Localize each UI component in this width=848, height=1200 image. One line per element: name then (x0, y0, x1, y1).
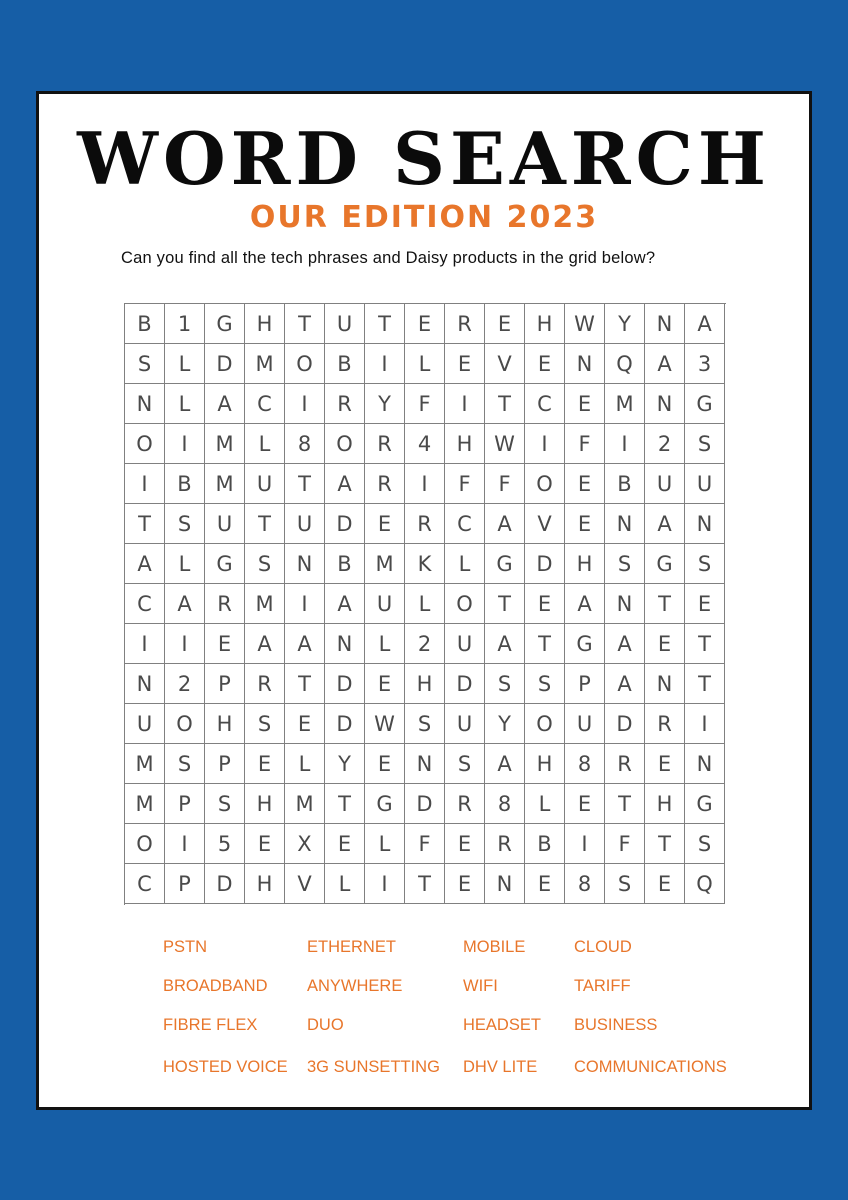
word-list-item: MOBILE (463, 938, 526, 956)
grid-cell[interactable]: E (205, 624, 245, 664)
grid-cell[interactable]: D (605, 704, 645, 744)
grid-cell[interactable]: N (685, 744, 725, 784)
grid-cell[interactable]: G (205, 304, 245, 344)
grid-cell[interactable]: S (165, 744, 205, 784)
grid-cell[interactable]: F (405, 384, 445, 424)
grid-cell[interactable]: E (245, 824, 285, 864)
word-list-item: ANYWHERE (307, 977, 403, 995)
grid-cell[interactable]: N (605, 584, 645, 624)
grid-cell[interactable]: O (325, 424, 365, 464)
grid-cell[interactable]: F (565, 424, 605, 464)
word-list-item: BUSINESS (574, 1016, 658, 1034)
grid-cell[interactable]: 2 (645, 424, 685, 464)
grid-cell[interactable]: N (645, 384, 685, 424)
grid-cell[interactable]: U (685, 464, 725, 504)
grid-cell[interactable]: L (325, 864, 365, 904)
grid-cell[interactable]: I (605, 424, 645, 464)
grid-cell[interactable]: N (405, 744, 445, 784)
grid-cell[interactable]: H (245, 864, 285, 904)
grid-cell[interactable]: B (525, 824, 565, 864)
grid-cell[interactable]: S (685, 424, 725, 464)
grid-cell[interactable]: M (245, 584, 285, 624)
grid-cell[interactable]: 3 (685, 344, 725, 384)
grid-cell[interactable]: 8 (285, 424, 325, 464)
grid-cell[interactable]: A (605, 664, 645, 704)
grid-cell[interactable]: F (485, 464, 525, 504)
grid-cell[interactable]: C (125, 864, 165, 904)
grid-cell[interactable]: E (525, 864, 565, 904)
grid-cell[interactable]: Y (605, 304, 645, 344)
grid-cell[interactable]: K (405, 544, 445, 584)
grid-cell[interactable]: T (325, 784, 365, 824)
grid-cell[interactable]: C (245, 384, 285, 424)
grid-cell[interactable]: E (525, 584, 565, 624)
grid-cell[interactable]: T (685, 624, 725, 664)
grid-cell[interactable]: H (445, 424, 485, 464)
grid-cell[interactable]: T (485, 584, 525, 624)
grid-cell[interactable]: R (405, 504, 445, 544)
grid-cell[interactable]: 4 (405, 424, 445, 464)
grid-cell[interactable]: Q (685, 864, 725, 904)
grid-cell[interactable]: S (525, 664, 565, 704)
grid-cell[interactable]: U (325, 304, 365, 344)
grid-cell[interactable]: U (125, 704, 165, 744)
grid-cell[interactable]: D (525, 544, 565, 584)
grid-cell[interactable]: L (165, 344, 205, 384)
grid-cell[interactable]: 8 (565, 744, 605, 784)
grid-cell[interactable]: D (205, 864, 245, 904)
grid-cell[interactable]: R (245, 664, 285, 704)
grid-cell[interactable]: H (245, 784, 285, 824)
grid-cell[interactable]: S (205, 784, 245, 824)
grid-cell[interactable]: N (605, 504, 645, 544)
grid-cell[interactable]: H (205, 704, 245, 744)
grid-cell[interactable]: E (565, 384, 605, 424)
grid-cell[interactable]: I (125, 464, 165, 504)
grid-cell[interactable]: A (485, 744, 525, 784)
grid-cell[interactable]: E (325, 824, 365, 864)
grid-cell[interactable]: L (245, 424, 285, 464)
word-list-item: 3G SUNSETTING (307, 1058, 440, 1076)
grid-cell[interactable]: S (485, 664, 525, 704)
grid-cell[interactable]: G (205, 544, 245, 584)
grid-cell[interactable]: E (365, 504, 405, 544)
grid-cell[interactable]: R (605, 744, 645, 784)
grid-cell[interactable]: S (685, 824, 725, 864)
word-list-item: DUO (307, 1016, 344, 1034)
grid-cell[interactable]: V (485, 344, 525, 384)
word-list-item: DHV LITE (463, 1058, 538, 1076)
grid-cell[interactable]: M (605, 384, 645, 424)
grid-cell[interactable]: I (405, 464, 445, 504)
grid-cell[interactable]: G (685, 784, 725, 824)
grid-cell[interactable]: D (325, 664, 365, 704)
grid-cell[interactable]: V (285, 864, 325, 904)
grid-cell[interactable]: U (285, 504, 325, 544)
grid-cell[interactable]: B (125, 304, 165, 344)
grid-cell[interactable]: W (365, 704, 405, 744)
grid-cell[interactable]: R (445, 784, 485, 824)
grid-cell[interactable]: U (205, 504, 245, 544)
grid-cell[interactable]: U (365, 584, 405, 624)
grid-cell[interactable]: H (525, 304, 565, 344)
grid-cell[interactable]: S (125, 344, 165, 384)
word-list-item: BROADBAND (163, 977, 268, 995)
grid-cell[interactable]: Q (605, 344, 645, 384)
grid-cell[interactable]: A (285, 624, 325, 664)
grid-cell[interactable]: O (125, 824, 165, 864)
grid-cell[interactable]: G (565, 624, 605, 664)
grid-cell[interactable]: P (205, 664, 245, 704)
grid-cell[interactable]: T (125, 504, 165, 544)
word-list-item: TARIFF (574, 977, 631, 995)
grid-cell[interactable]: A (245, 624, 285, 664)
word-list-item: COMMUNICATIONS (574, 1058, 727, 1076)
grid-cell[interactable]: Y (365, 384, 405, 424)
grid-cell[interactable]: A (485, 624, 525, 664)
grid-cell[interactable]: U (565, 704, 605, 744)
grid-cell[interactable]: A (325, 584, 365, 624)
grid-cell[interactable]: C (125, 584, 165, 624)
grid-cell[interactable]: S (405, 704, 445, 744)
grid-cell[interactable]: E (565, 504, 605, 544)
grid-cell[interactable]: I (125, 624, 165, 664)
grid-cell[interactable]: M (125, 784, 165, 824)
grid-cell[interactable]: D (445, 664, 485, 704)
grid-cell[interactable]: S (165, 504, 205, 544)
grid-cell[interactable]: L (525, 784, 565, 824)
grid-cell[interactable]: V (525, 504, 565, 544)
grid-cell[interactable]: I (165, 824, 205, 864)
grid-cell[interactable]: N (325, 624, 365, 664)
grid-cell[interactable]: E (365, 744, 405, 784)
grid-cell[interactable]: L (405, 344, 445, 384)
grid-cell[interactable]: O (125, 424, 165, 464)
grid-cell[interactable]: U (445, 624, 485, 664)
word-list-item: HEADSET (463, 1016, 541, 1034)
grid-cell[interactable]: E (445, 344, 485, 384)
grid-cell[interactable]: H (245, 304, 285, 344)
grid-cell[interactable]: G (365, 784, 405, 824)
grid-cell[interactable]: Y (325, 744, 365, 784)
grid-cell[interactable]: F (445, 464, 485, 504)
grid-cell[interactable]: W (485, 424, 525, 464)
grid-cell[interactable]: E (245, 744, 285, 784)
grid-cell[interactable]: A (645, 504, 685, 544)
word-list-item: PSTN (163, 938, 208, 956)
grid-cell[interactable]: L (445, 544, 485, 584)
word-search-card (36, 91, 812, 1110)
grid-cell[interactable]: G (685, 384, 725, 424)
grid-cell[interactable]: P (565, 664, 605, 704)
grid-cell[interactable]: W (565, 304, 605, 344)
grid-cell[interactable]: T (645, 824, 685, 864)
grid-cell[interactable]: H (525, 744, 565, 784)
grid-cell[interactable]: A (485, 504, 525, 544)
grid-cell[interactable]: E (445, 824, 485, 864)
grid-cell[interactable]: I (365, 864, 405, 904)
grid-cell[interactable]: O (165, 704, 205, 744)
grid-cell[interactable]: L (165, 384, 205, 424)
grid-cell[interactable]: E (645, 864, 685, 904)
grid-cell[interactable]: N (645, 304, 685, 344)
grid-cell[interactable]: S (445, 744, 485, 784)
grid-cell[interactable]: E (285, 704, 325, 744)
grid-cell[interactable]: A (565, 584, 605, 624)
word-list-item: FIBRE FLEX (163, 1016, 258, 1034)
grid-cell[interactable]: L (365, 624, 405, 664)
grid-cell[interactable]: M (205, 464, 245, 504)
grid-cell[interactable]: L (365, 824, 405, 864)
grid-cell[interactable]: L (285, 744, 325, 784)
grid-cell[interactable]: S (245, 544, 285, 584)
grid-cell[interactable]: R (485, 824, 525, 864)
grid-cell[interactable]: N (125, 664, 165, 704)
grid-cell[interactable]: H (565, 544, 605, 584)
grid-cell[interactable]: O (285, 344, 325, 384)
grid-cell[interactable]: B (325, 344, 365, 384)
grid-cell[interactable]: A (205, 384, 245, 424)
grid-cell[interactable]: T (685, 664, 725, 704)
grid-cell[interactable]: U (645, 464, 685, 504)
grid-cell[interactable]: N (565, 344, 605, 384)
grid-cell[interactable]: E (565, 464, 605, 504)
grid-cell[interactable]: 1 (165, 304, 205, 344)
grid-cell[interactable]: M (365, 544, 405, 584)
grid-cell[interactable]: S (685, 544, 725, 584)
grid-cell[interactable]: E (485, 304, 525, 344)
grid-cell[interactable]: D (325, 704, 365, 744)
grid-cell[interactable]: F (605, 824, 645, 864)
grid-cell[interactable]: R (365, 464, 405, 504)
grid-cell[interactable]: F (405, 824, 445, 864)
grid-cell[interactable]: C (445, 504, 485, 544)
grid-cell[interactable]: D (405, 784, 445, 824)
grid-cell[interactable]: S (245, 704, 285, 744)
grid-cell[interactable]: A (645, 344, 685, 384)
grid-cell[interactable]: I (365, 344, 405, 384)
page-subtitle: OUR EDITION 2023 (249, 200, 599, 235)
grid-cell[interactable]: O (525, 704, 565, 744)
grid-cell[interactable]: U (445, 704, 485, 744)
grid-cell[interactable]: B (325, 544, 365, 584)
grid-cell[interactable]: 2 (405, 624, 445, 664)
grid-cell[interactable]: L (405, 584, 445, 624)
grid-cell[interactable]: D (325, 504, 365, 544)
grid-cell[interactable]: S (605, 864, 645, 904)
grid-cell[interactable]: E (365, 664, 405, 704)
instructions-text: Can you find all the tech phrases and Daisy products in the grid below? (121, 249, 656, 267)
grid-cell[interactable]: D (205, 344, 245, 384)
grid-cell[interactable]: N (685, 504, 725, 544)
grid-cell[interactable]: T (645, 584, 685, 624)
grid-cell[interactable]: C (525, 384, 565, 424)
grid-cell[interactable]: R (365, 424, 405, 464)
grid-cell[interactable]: E (405, 304, 445, 344)
grid-cell[interactable]: R (205, 584, 245, 624)
grid-cell[interactable]: B (165, 464, 205, 504)
grid-cell[interactable]: R (645, 704, 685, 744)
grid-cell[interactable]: I (685, 704, 725, 744)
grid-cell[interactable]: N (485, 864, 525, 904)
grid-cell[interactable]: B (605, 464, 645, 504)
grid-cell[interactable]: I (565, 824, 605, 864)
grid-cell[interactable]: L (165, 544, 205, 584)
grid-cell[interactable]: E (445, 864, 485, 904)
word-list-item: WIFI (463, 977, 498, 995)
grid-cell[interactable]: P (165, 864, 205, 904)
grid-cell[interactable]: I (445, 384, 485, 424)
grid-cell[interactable]: O (525, 464, 565, 504)
grid-cell[interactable]: H (405, 664, 445, 704)
grid-cell[interactable]: T (285, 664, 325, 704)
letter-grid (124, 303, 726, 905)
grid-cell[interactable]: 5 (205, 824, 245, 864)
grid-cell[interactable]: A (685, 304, 725, 344)
grid-cell[interactable]: E (525, 344, 565, 384)
grid-cell[interactable]: E (645, 744, 685, 784)
word-list-item: ETHERNET (307, 938, 396, 956)
grid-cell[interactable]: R (325, 384, 365, 424)
grid-cell[interactable]: T (525, 624, 565, 664)
grid-cell[interactable]: A (325, 464, 365, 504)
grid-cell[interactable]: G (645, 544, 685, 584)
grid-cell[interactable]: T (485, 384, 525, 424)
grid-cell[interactable]: 2 (165, 664, 205, 704)
grid-cell[interactable]: Y (485, 704, 525, 744)
grid-cell[interactable]: S (605, 544, 645, 584)
grid-cell[interactable]: I (165, 424, 205, 464)
grid-cell[interactable]: T (605, 784, 645, 824)
grid-cell[interactable]: A (605, 624, 645, 664)
grid-cell[interactable]: O (445, 584, 485, 624)
grid-cell[interactable]: I (525, 424, 565, 464)
grid-cell[interactable]: 8 (485, 784, 525, 824)
grid-cell[interactable]: G (485, 544, 525, 584)
grid-cell[interactable]: N (645, 664, 685, 704)
word-list-item: CLOUD (574, 938, 632, 956)
grid-cell[interactable]: I (285, 584, 325, 624)
grid-cell[interactable]: I (165, 624, 205, 664)
grid-cell[interactable]: X (285, 824, 325, 864)
grid-cell[interactable]: A (125, 544, 165, 584)
grid-cell[interactable]: E (685, 584, 725, 624)
word-list-item: HOSTED VOICE (163, 1058, 288, 1076)
grid-cell[interactable]: I (285, 384, 325, 424)
grid-cell[interactable]: M (245, 344, 285, 384)
grid-cell[interactable]: M (205, 424, 245, 464)
grid-cell[interactable]: E (565, 784, 605, 824)
grid-cell[interactable]: T (285, 464, 325, 504)
grid-cell[interactable]: M (285, 784, 325, 824)
grid-cell[interactable]: T (245, 504, 285, 544)
grid-cell[interactable]: N (125, 384, 165, 424)
grid-cell[interactable]: T (365, 304, 405, 344)
grid-cell[interactable]: E (645, 624, 685, 664)
page-title: WORD SEARCH (77, 116, 771, 201)
grid-cell[interactable]: N (285, 544, 325, 584)
grid-cell[interactable]: H (645, 784, 685, 824)
grid-cell[interactable]: A (165, 584, 205, 624)
grid-cell[interactable]: 8 (565, 864, 605, 904)
grid-cell[interactable]: M (125, 744, 165, 784)
grid-cell[interactable]: T (405, 864, 445, 904)
grid-cell[interactable]: U (245, 464, 285, 504)
grid-cell[interactable]: T (285, 304, 325, 344)
grid-cell[interactable]: P (205, 744, 245, 784)
grid-cell[interactable]: P (165, 784, 205, 824)
grid-cell[interactable]: R (445, 304, 485, 344)
